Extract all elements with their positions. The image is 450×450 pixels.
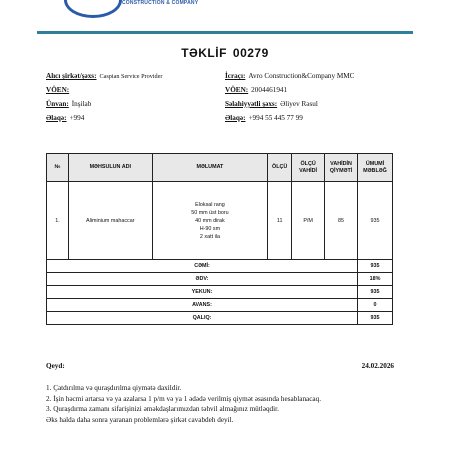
title-text: TƏKLİF (181, 46, 227, 60)
table-row (47, 182, 393, 260)
header-total: ÜMUMİ MƏBLƏĞ (358, 154, 393, 182)
info-line: H-90 sm (199, 225, 221, 232)
seller-phone (225, 114, 303, 123)
row-size: 11 (268, 182, 292, 260)
note-item: Əks halda daha sonra yaranan problemlərə şirkət cavabdeh deyil. (46, 415, 234, 424)
buyer-company-value: Caspian Service Provider (99, 73, 163, 80)
total-label: CƏMİ: (47, 260, 358, 273)
seller-phone-label: Əlaqə: (225, 114, 246, 122)
seller-person-label: Səlahiyyətli şəxs: (225, 100, 278, 108)
advance-label: AVANS: (47, 299, 358, 312)
buyer-phone-value: +994 (69, 114, 85, 122)
buyer-address-value: İnşilab (71, 100, 92, 108)
row-no: 1. (47, 182, 69, 260)
document-date: 24.02.2026 (361, 362, 394, 370)
vat-value: 18% (358, 273, 393, 286)
row-unit: P/M (292, 182, 325, 260)
row-info (152, 182, 268, 260)
table-header-row (47, 154, 393, 182)
buyer-company (46, 72, 162, 81)
header-divider (37, 31, 413, 34)
totals-row (47, 299, 393, 312)
seller-company-label: İcraçı: (225, 72, 246, 80)
advance-value: 0 (358, 299, 393, 312)
buyer-company-label: Alıcı şirkət/şəxs: (46, 72, 97, 80)
header-unit: ÖLÇÜ VAHİDİ (292, 154, 325, 182)
info-line: 50 mm üst boru (191, 209, 229, 216)
buyer-address-label: Ünvan: (46, 100, 69, 108)
info-line: 40 mm dirak (195, 217, 225, 224)
buyer-address (46, 100, 91, 109)
total-value: 935 (358, 260, 393, 273)
seller-voen (225, 86, 287, 95)
seller-company (225, 72, 354, 81)
header-product: MƏHSULUN ADI (68, 154, 152, 182)
row-product: Aliminium mahaccar (68, 182, 152, 260)
seller-phone-value: +994 55 445 77 99 (248, 114, 303, 122)
items-table (46, 153, 393, 325)
row-total: 935 (358, 182, 393, 260)
seller-voen-label: VÖEN: (225, 86, 249, 94)
notes-heading: Qeyd: (46, 362, 65, 370)
balance-value: 935 (358, 312, 393, 325)
buyer-phone-label: Əlaqə: (46, 114, 67, 122)
company-tagline: CONSTRUCTION & COMPANY (122, 0, 199, 6)
header-unit-price: VAHİDİN QİYMƏTİ (325, 154, 358, 182)
seller-company-value: Avro Construction&Company MMC (248, 72, 355, 80)
header-info: MƏLUMAT (152, 154, 268, 182)
seller-voen-value: 2004461941 (251, 86, 288, 94)
row-unit-price: 85 (325, 182, 358, 260)
vat-label: ƏDV: (47, 273, 358, 286)
info-line: Eloksal rang (195, 201, 225, 208)
note-item: 2. İşin həcmi artarsa və ya azalarsa 1 p/m və ya 1 ədədə verilmiş qiymət əsasında hesablanacaq. (46, 394, 322, 403)
note-item: 3. Quraşdırma zamanı sifarişinizi əməkdaşlarımızdan təhvil almağınız mütləqdir. (46, 405, 279, 413)
buyer-voen-label: VÖEN: (46, 86, 70, 94)
header-no: № (47, 154, 69, 182)
seller-person-value: Əliyev Rəsul (280, 100, 318, 108)
company-logo (64, 0, 122, 18)
buyer-voen (46, 86, 72, 95)
info-line: 2 xatt ila (199, 233, 220, 240)
offer-number: 00279 (232, 46, 269, 60)
totals-row (47, 286, 393, 299)
grand-total-value: 935 (358, 286, 393, 299)
totals-row (47, 312, 393, 325)
grand-total-label: YEKUN: (47, 286, 358, 299)
buyer-phone (46, 114, 84, 123)
note-item: 1. Çatdırılma və quraşdırılma qiymətə daxildir. (46, 384, 182, 392)
totals-row (47, 273, 393, 286)
totals-row (47, 260, 393, 273)
seller-person (225, 100, 318, 109)
header-size: ÖLÇÜ (268, 154, 292, 182)
notes-list (46, 383, 321, 425)
document-title (0, 46, 450, 60)
balance-label: QALIQ: (47, 312, 358, 325)
